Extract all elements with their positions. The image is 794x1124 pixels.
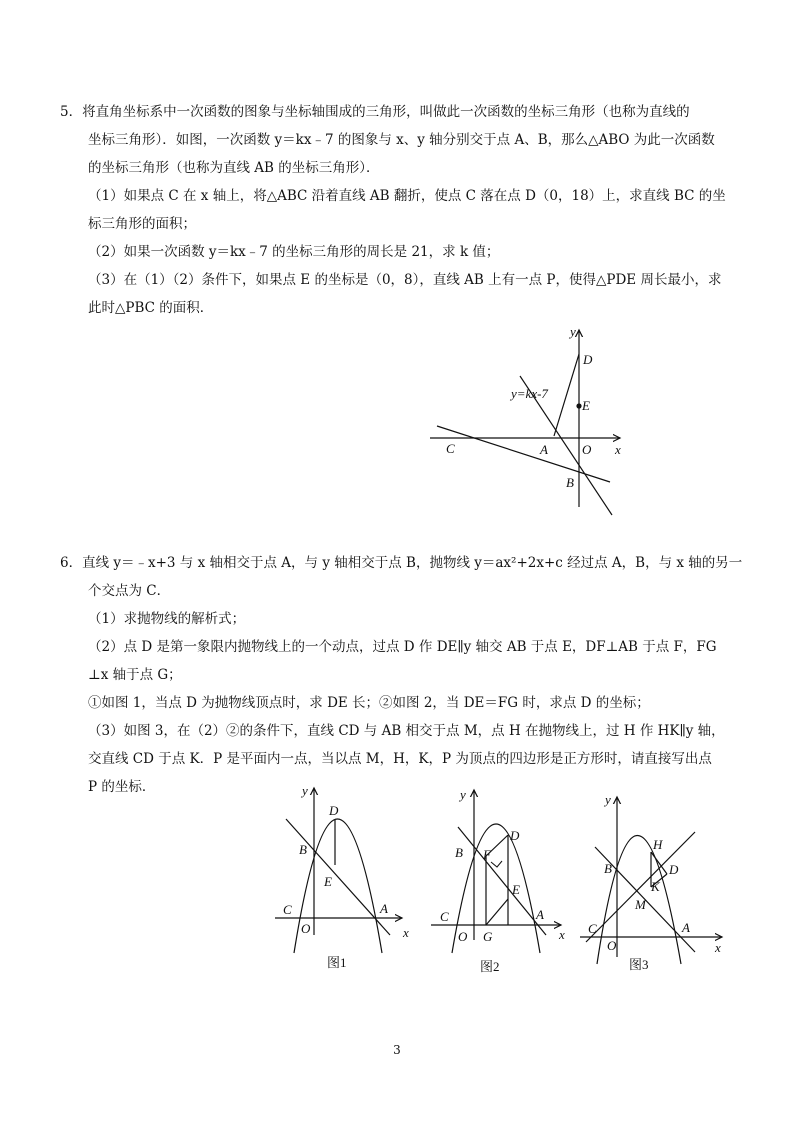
fig3-label-h: H bbox=[653, 837, 663, 852]
q6-line-5: ⊥x 轴于点 G； bbox=[88, 667, 182, 683]
fig2-label-o: O bbox=[458, 929, 468, 944]
q5-point-e bbox=[576, 403, 581, 408]
fig2-label-e: E bbox=[512, 882, 520, 897]
page-number: 3 bbox=[393, 1043, 401, 1057]
fig2-segment-ge bbox=[486, 899, 508, 925]
q6-figure-1 bbox=[272, 783, 422, 973]
q5-line-7: （3）在（1）（2）条件下，如果点 E 的坐标是（0，8），直线 AB 上有一点 P，使得△PDE 周长最小，求 bbox=[88, 272, 722, 288]
fig2-label-x: x bbox=[559, 927, 565, 942]
q6-line-3: （1）求抛物线的解析式； bbox=[88, 611, 246, 627]
q6-figure-3 bbox=[577, 792, 737, 982]
fig3-label-c: C bbox=[588, 921, 597, 936]
q6-line-8: 交直线 CD 于点 K．P 是平面内一点，当以点 M，H，K，P 为顶点的四边形是正方形时，请直接写出点 bbox=[88, 751, 712, 767]
fig3-line-cd bbox=[586, 832, 695, 942]
fig2-caption: 图2 bbox=[480, 959, 500, 974]
q6-line-1: 6．直线 y＝﹣x+3 与 x 轴相交于点 A，与 y 轴相交于点 B，抛物线 y＝ax²+2x+c 经过点 A，B，与 x 轴的另一 bbox=[60, 555, 743, 571]
q5-label-b: B bbox=[566, 475, 574, 490]
q5-line-8: 此时△PBC 的面积． bbox=[88, 300, 214, 316]
fig3-label-k: K bbox=[651, 879, 660, 894]
fig1-label-x: x bbox=[403, 925, 409, 940]
fig2-label-f: F bbox=[483, 847, 491, 862]
q6-line-6: ①如图 1，当点 D 为抛物线顶点时，求 DE 长；②如图 2，当 DE＝FG 时，求点 D 的坐标； bbox=[88, 695, 650, 711]
q6-line-9: P 的坐标． bbox=[88, 779, 156, 795]
fig2-right-angle bbox=[491, 861, 502, 867]
q5-line-6: （2）如果一次函数 y＝kx﹣7 的坐标三角形的周长是 21，求 k 值； bbox=[88, 244, 500, 260]
q5-label-x: x bbox=[615, 442, 621, 457]
q5-label-e: E bbox=[582, 398, 590, 413]
fig1-label-y: y bbox=[302, 783, 308, 798]
q5-line-3: 的坐标三角形（也称为直线 AB 的坐标三角形）． bbox=[88, 160, 380, 176]
q6-figure-2 bbox=[428, 785, 578, 980]
fig2-label-b: B bbox=[455, 845, 463, 860]
fig1-label-c: C bbox=[283, 902, 292, 917]
q6-line-4: （2）点 D 是第一象限内抛物线上的一个动点，过点 D 作 DE∥y 轴交 AB 于点 E，DF⊥AB 于点 F，FG bbox=[88, 639, 717, 655]
q5-figure bbox=[425, 322, 635, 522]
fig2-line-ab bbox=[458, 827, 546, 935]
fig3-label-m: M bbox=[635, 897, 646, 912]
fig2-label-a: A bbox=[536, 907, 544, 922]
fig3-label-a: A bbox=[682, 920, 690, 935]
fig1-label-a: A bbox=[380, 901, 388, 916]
fig2-label-y: y bbox=[460, 787, 466, 802]
fig1-label-e: E bbox=[324, 874, 332, 889]
q5-line-label: y=kx-7 bbox=[511, 386, 548, 401]
fig1-label-d: D bbox=[329, 803, 339, 818]
fig2-label-c: C bbox=[440, 909, 449, 924]
fig3-label-d: D bbox=[669, 862, 679, 877]
q5-label-c: C bbox=[446, 441, 455, 456]
q5-line-2: 坐标三角形）．如图，一次函数 y＝kx﹣7 的图象与 x、y 轴分别交于点 A、B，那么△ABO 为此一次函数 bbox=[88, 132, 715, 148]
fig3-label-y: y bbox=[605, 792, 611, 807]
q5-label-y: y bbox=[570, 324, 576, 339]
fig3-caption: 图3 bbox=[629, 957, 649, 972]
q5-label-o: O bbox=[582, 442, 592, 457]
fig1-label-o: O bbox=[301, 921, 311, 936]
q6-line-2: 个交点为 C． bbox=[88, 583, 171, 599]
fig3-label-b: B bbox=[604, 861, 612, 876]
q6-line-7: （3）如图 3，在（2）②的条件下，直线 CD 与 AB 相交于点 M，点 H 在抛物线上，过 H 作 HK∥y 轴， bbox=[88, 723, 725, 739]
q5-line-ad bbox=[554, 354, 579, 436]
fig2-label-d: D bbox=[510, 828, 520, 843]
fig3-label-o: O bbox=[607, 938, 617, 953]
fig1-label-b: B bbox=[299, 842, 307, 857]
fig3-label-x: x bbox=[715, 940, 721, 955]
fig2-label-g: G bbox=[483, 929, 493, 944]
q5-label-a: A bbox=[540, 442, 548, 457]
q5-line-1: 5．将直角坐标系中一次函数的图象与坐标轴围成的三角形，叫做此一次函数的坐标三角形（也称为直线的 bbox=[60, 104, 690, 120]
q5-line-5: 标三角形的面积； bbox=[88, 216, 196, 232]
q5-line-4: （1）如果点 C 在 x 轴上，将△ABC 沿着直线 AB 翻折，使点 C 落在点 D（0，18）上，求直线 BC 的坐 bbox=[88, 188, 726, 204]
fig1-caption: 图1 bbox=[327, 955, 347, 970]
q5-label-d: D bbox=[583, 352, 593, 367]
